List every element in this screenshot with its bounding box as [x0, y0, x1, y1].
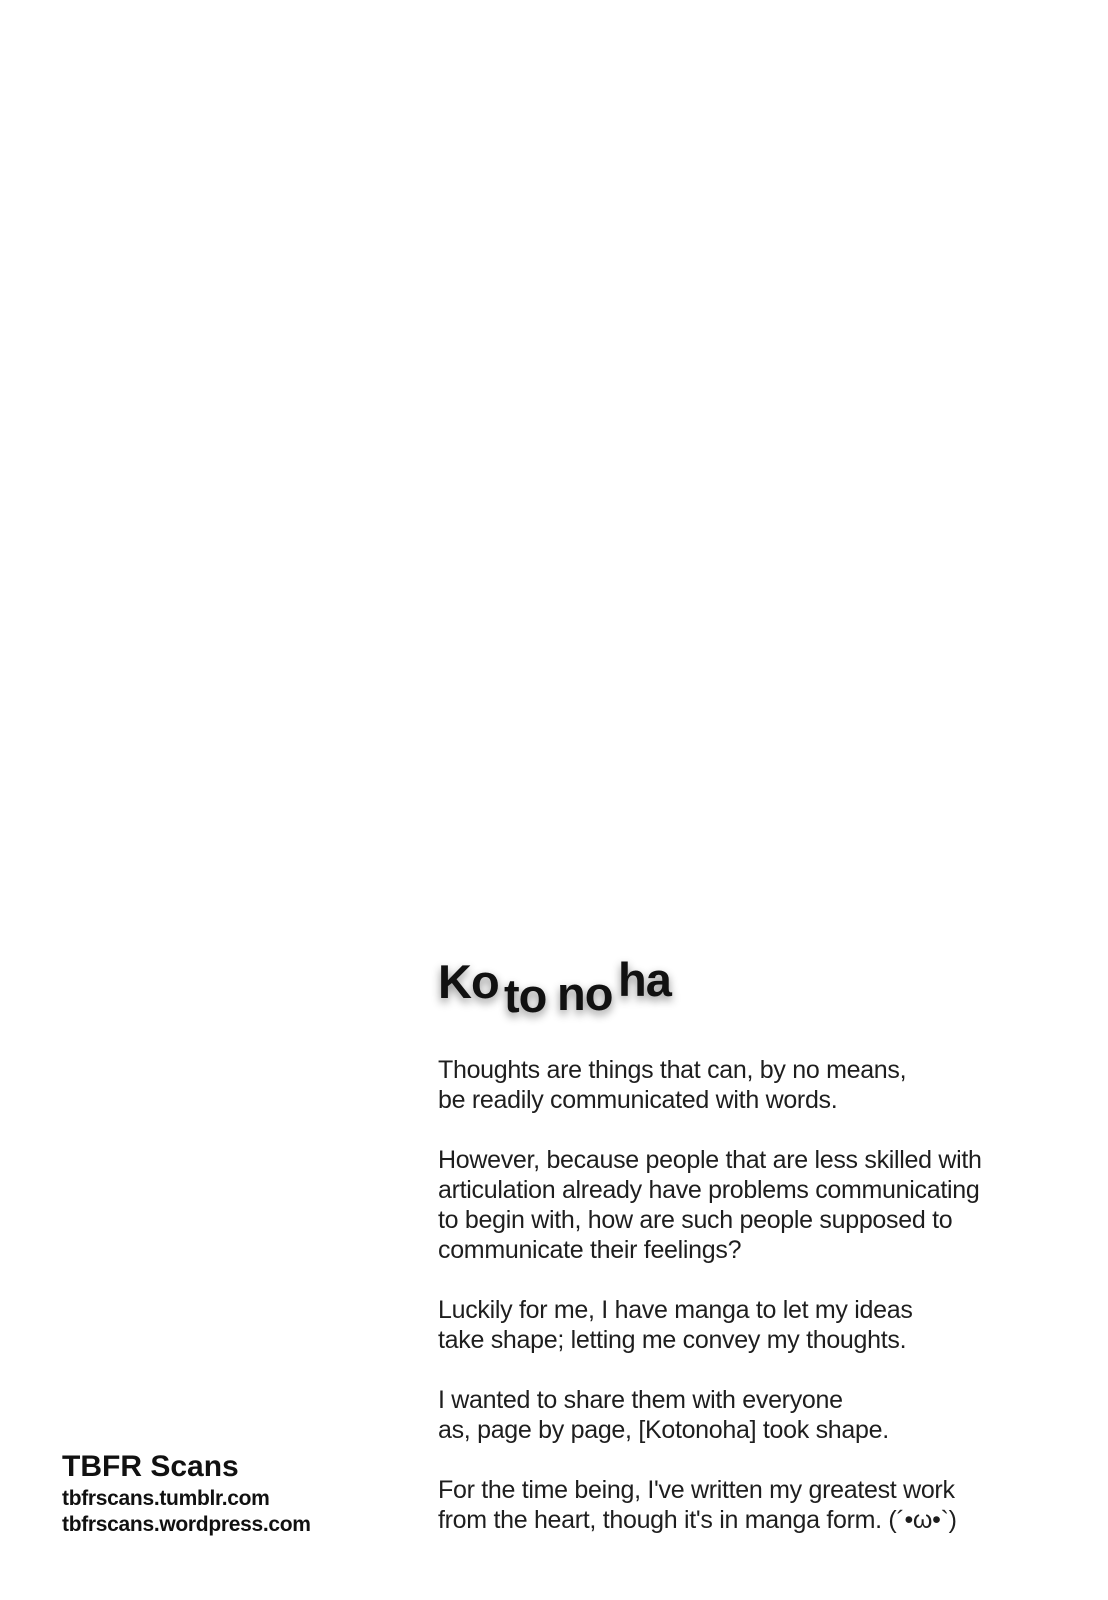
text-line: For the time being, I've written my greatest work — [438, 1476, 955, 1504]
text-line: I wanted to share them with everyone — [438, 1386, 843, 1414]
paragraph — [438, 1385, 1058, 1445]
title-syllable: no — [557, 967, 613, 1020]
title-syllable: to — [504, 969, 547, 1022]
text-line: However, because people that are less skilled with — [438, 1146, 982, 1174]
text-line: Luckily for me, I have manga to let my ideas — [438, 1296, 913, 1324]
paragraph — [438, 1145, 1058, 1265]
text-line: take shape; letting me convey my thoughts. — [438, 1326, 907, 1354]
group-name: TBFR Scans — [62, 1450, 239, 1483]
text-line: articulation already have problems communicating — [438, 1176, 980, 1204]
text-line: communicate their feelings? — [438, 1236, 742, 1264]
paragraph — [438, 1475, 1058, 1535]
paragraph — [438, 1055, 1058, 1115]
text-line: be readily communicated with words. — [438, 1086, 838, 1114]
text-line: to begin with, how are such people supposed to — [438, 1206, 953, 1234]
title-syllable: Ko — [438, 955, 499, 1008]
group-site-link: tbfrscans.wordpress.com — [62, 1513, 311, 1536]
paragraph — [438, 1295, 1058, 1355]
text-line: Thoughts are things that can, by no means, — [438, 1056, 907, 1084]
text-line: as, page by page, [Kotonoha] took shape. — [438, 1416, 889, 1444]
group-site-link: tbfrscans.tumblr.com — [62, 1487, 270, 1510]
scanlation-credits — [62, 1450, 311, 1538]
text-line: from the heart, though it's in manga form. (´•ω•`) — [438, 1506, 957, 1534]
title-syllable: ha — [618, 953, 671, 1006]
afterword-text — [438, 1055, 1058, 1565]
